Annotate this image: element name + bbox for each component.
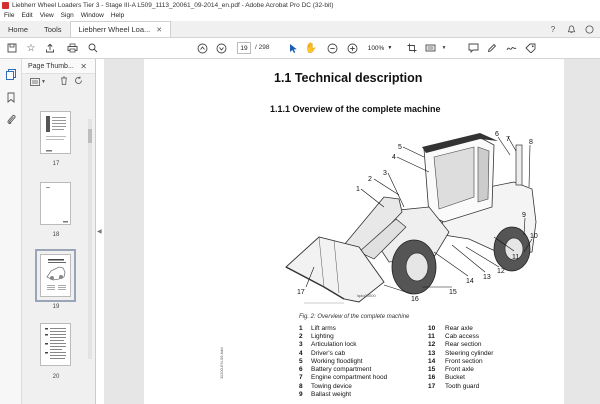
legend-num: 9	[299, 391, 303, 399]
callout-label: 10	[530, 233, 538, 240]
thumbnail-content	[41, 255, 72, 298]
left-rail	[0, 59, 22, 404]
legend-label: Battery compartment	[311, 366, 372, 374]
legend-num: 4	[299, 349, 303, 357]
callout-label: 14	[466, 278, 474, 285]
legend-num: 16	[428, 374, 436, 382]
legend-row	[428, 365, 493, 373]
legend-label: Engine compartment hood	[311, 374, 388, 382]
thumbnail-content	[41, 324, 72, 367]
legend-num: 15	[428, 366, 436, 374]
tab-home[interactable]	[0, 21, 36, 37]
sign-in-icon[interactable]	[584, 24, 594, 34]
page-up-icon[interactable]	[196, 42, 208, 54]
callout-label: 13	[483, 274, 491, 281]
chevron-down-icon[interactable]: ▼	[441, 45, 447, 51]
legend-row	[299, 390, 387, 398]
page-down-icon[interactable]	[215, 42, 227, 54]
bookmark-star-icon[interactable]: ☆	[26, 42, 36, 54]
window-title: Liebherr Wheel Loaders Tier 3 - Stage III-A L509_1113_20061_09-2014_en.pdf - Adobe Acrobat Pro DC (32-bit)	[12, 1, 334, 9]
legend-row	[428, 374, 493, 382]
thumbnail-content	[41, 183, 72, 226]
thumbnail-page-number: 20	[52, 374, 60, 380]
legend-row	[428, 341, 493, 349]
close-tab-icon[interactable]: ✕	[156, 26, 163, 34]
menu-sign[interactable]: Sign	[60, 11, 74, 19]
thumbnail-page-number: 19	[52, 304, 60, 310]
legend-num: 2	[299, 332, 303, 340]
zoom-out-icon[interactable]	[326, 42, 338, 54]
legend-label: Driver's cab	[311, 349, 346, 357]
legend-left	[299, 324, 387, 399]
legend-num: 8	[299, 382, 303, 390]
legend-row	[299, 357, 387, 365]
legend-num: 17	[428, 382, 436, 390]
legend-right	[428, 324, 493, 390]
legend-row	[299, 349, 387, 357]
print-icon[interactable]	[66, 42, 78, 54]
tab-tools[interactable]	[36, 21, 70, 37]
chevron-down-icon: ▼	[41, 78, 46, 85]
acrobat-icon	[2, 2, 9, 9]
options-menu-icon[interactable]	[30, 78, 46, 86]
callout-label: 6	[495, 131, 499, 138]
callout-label: 7	[506, 136, 510, 143]
legend-num: 5	[299, 357, 303, 365]
attachments-icon[interactable]	[5, 113, 17, 125]
thumbnail-page-number: 18	[52, 232, 60, 238]
delete-icon[interactable]	[60, 76, 68, 87]
callout-label: 2	[368, 176, 372, 183]
figure-code: lqdo05000	[357, 293, 376, 298]
subsection-heading: 1.1.1 Overview of the complete machine	[270, 104, 441, 114]
thumbnails-panel	[22, 59, 96, 404]
page-thumbnail[interactable]	[40, 111, 71, 154]
upload-icon[interactable]	[44, 42, 56, 54]
bookmarks-icon[interactable]	[5, 91, 17, 103]
legend-label: Ballast weight	[311, 391, 352, 399]
keyboard-icon[interactable]	[424, 42, 436, 54]
callout-label: 9	[522, 212, 526, 219]
legend-label: Working floodlight	[311, 357, 363, 365]
legend-row	[428, 332, 493, 340]
document-viewer[interactable]	[104, 59, 600, 404]
callout-label: 3	[383, 170, 387, 177]
collapse-panel-icon[interactable]: ◀	[97, 229, 102, 235]
side-note: 11200-EN-09-hdd	[219, 347, 224, 379]
wheel-loader-illustration	[284, 127, 554, 307]
legend-row	[428, 324, 493, 332]
thumbnails-panel-title: Page Thumb...	[28, 62, 74, 70]
select-cursor-icon[interactable]	[287, 42, 299, 54]
legend-label: Lift arms	[311, 324, 336, 332]
legend-label: Articulation lock	[311, 341, 357, 349]
legend-num: 12	[428, 341, 436, 349]
legend-row	[299, 324, 387, 332]
save-icon[interactable]	[6, 42, 18, 54]
figure-caption: Fig. 2: Overview of the complete machine	[299, 314, 410, 320]
chevron-down-icon: ▼	[387, 45, 393, 51]
legend-num: 6	[299, 366, 303, 374]
menu-window[interactable]: Window	[80, 11, 104, 19]
legend-row	[299, 332, 387, 340]
callout-label: 11	[512, 254, 520, 261]
legend-num: 1	[299, 324, 303, 332]
legend-label: Steering cylinder	[445, 349, 494, 357]
legend-num: 10	[428, 324, 436, 332]
callout-label: 12	[497, 268, 505, 275]
tab-tools-label: Tools	[44, 24, 62, 34]
section-heading: 1.1 Technical description	[274, 71, 423, 85]
scrollbar-thumb[interactable]	[88, 129, 92, 143]
legend-num: 13	[428, 349, 436, 357]
legend-label: Tooth guard	[445, 382, 480, 390]
legend-row	[299, 365, 387, 373]
crop-icon[interactable]	[406, 42, 418, 54]
legend-label: Cab access	[445, 332, 479, 340]
callout-label: 4	[392, 154, 396, 161]
callout-label: 1	[356, 186, 360, 193]
thumbnails-scrollbar[interactable]	[88, 119, 92, 359]
callout-label: 5	[398, 144, 402, 151]
legend-label: Rear section	[445, 341, 482, 349]
page-thumbnails-icon[interactable]	[5, 68, 17, 80]
comment-icon[interactable]	[467, 42, 479, 54]
zoom-level-value: 100%	[367, 44, 385, 52]
thumbnail-content	[41, 112, 72, 155]
legend-num: 11	[428, 332, 435, 340]
legend-row	[299, 341, 387, 349]
thumbnails-panel-header	[22, 59, 95, 74]
page-thumbnail[interactable]	[40, 323, 71, 366]
toolbar	[0, 38, 600, 59]
menu-edit[interactable]: Edit	[21, 11, 33, 19]
legend-label: Rear axle	[445, 324, 473, 332]
legend-num: 7	[299, 374, 303, 382]
menu-bar	[0, 10, 600, 20]
callout-label: 8	[529, 139, 533, 146]
legend-row	[299, 374, 387, 382]
share-tag-icon[interactable]	[524, 42, 536, 54]
rotate-icon[interactable]	[74, 76, 83, 87]
legend-row	[428, 382, 493, 390]
title-bar	[0, 0, 600, 10]
tab-document[interactable]	[70, 21, 172, 37]
search-icon[interactable]	[87, 42, 99, 54]
callout-label: 15	[449, 289, 457, 296]
sign-icon[interactable]	[505, 42, 517, 54]
document-page	[144, 59, 564, 404]
page-total: / 298	[255, 44, 270, 51]
legend-label: Bucket	[445, 374, 465, 382]
tab-bar	[0, 21, 600, 38]
legend-label: Front axle	[445, 366, 474, 374]
help-icon[interactable]: ?	[550, 24, 556, 34]
callout-label: 17	[297, 289, 305, 296]
legend-row	[299, 382, 387, 390]
menu-help[interactable]: Help	[110, 11, 125, 19]
callout-label: 16	[411, 296, 419, 303]
bell-icon[interactable]	[566, 24, 576, 34]
hand-tool-icon[interactable]: ✋	[304, 42, 318, 54]
page-thumbnail[interactable]	[40, 182, 71, 225]
page-number-input[interactable]: 19	[237, 42, 251, 54]
highlight-pen-icon[interactable]	[486, 42, 498, 54]
legend-num: 14	[428, 357, 436, 365]
tab-document-label: Liebherr Wheel Loa...	[78, 25, 151, 34]
legend-label: Towing device	[311, 382, 352, 390]
legend-label: Lighting	[311, 332, 334, 340]
thumbnail-page-number: 17	[52, 161, 60, 167]
legend-label: Front section	[445, 357, 483, 365]
zoom-in-icon[interactable]	[346, 42, 358, 54]
menu-view[interactable]: View	[39, 11, 54, 19]
tab-home-label: Home	[8, 24, 29, 34]
legend-num: 3	[299, 341, 303, 349]
legend-row	[428, 357, 493, 365]
menu-file[interactable]: File	[4, 11, 15, 19]
thumbnails-tools	[22, 74, 95, 89]
page-thumbnail-selected[interactable]	[40, 254, 71, 297]
zoom-level-dropdown[interactable]	[366, 42, 394, 54]
close-icon[interactable]: ✕	[80, 62, 87, 71]
legend-row	[428, 349, 493, 357]
